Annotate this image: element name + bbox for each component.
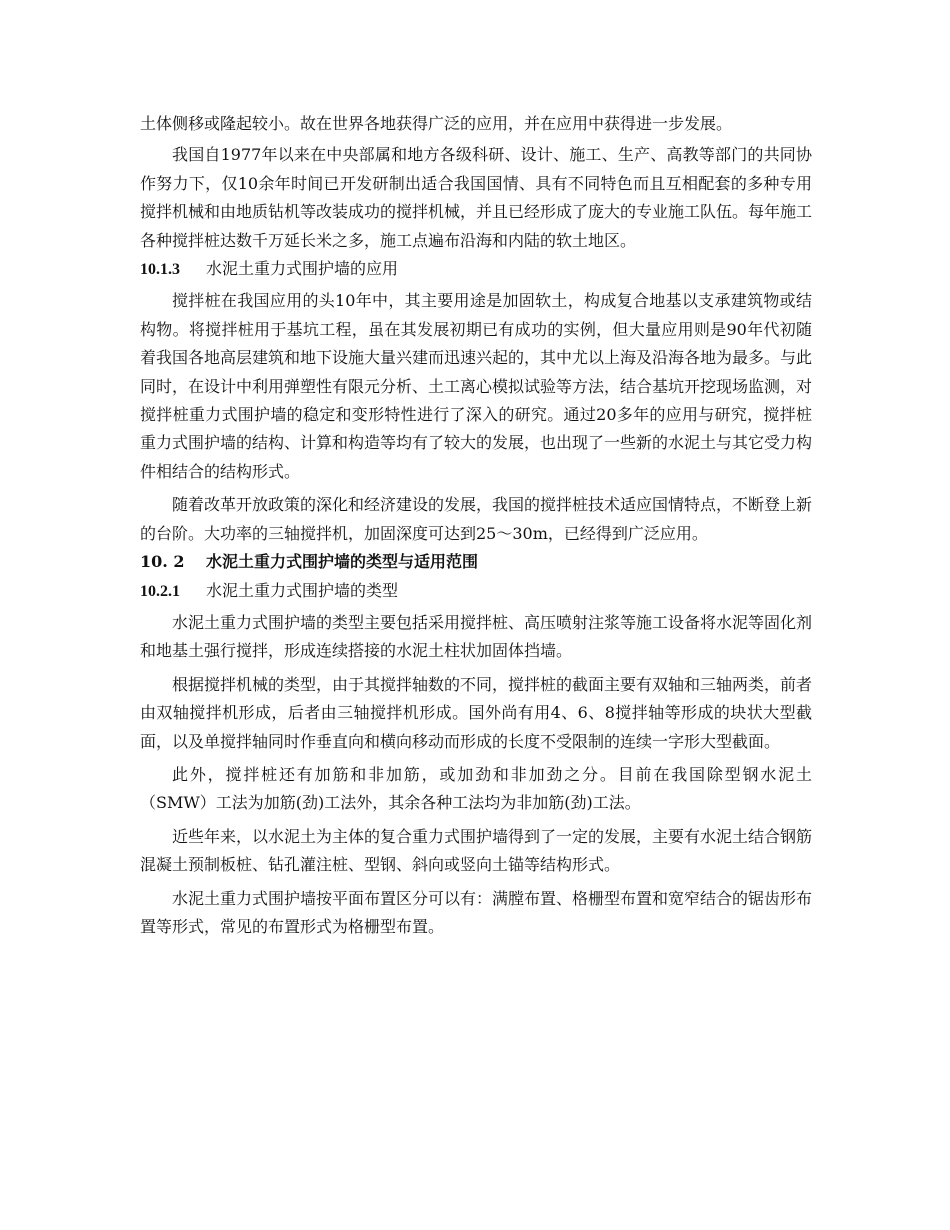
document-body [140, 110, 812, 941]
section-number: 10.2.1 [140, 582, 180, 600]
section-title: 水泥土重力式围护墙的类型 [206, 580, 399, 600]
paragraph-history: 我国自1977年以来在中央部属和地方各级科研、设计、施工、生产、高教等部门的共同协作努力下，仅10余年时间已开发研制出适合我国国情、具有不同特色而且互相配套的多种专用搅拌机械和由地质钻机等改装成功的搅拌机械，并且已经形成了庞大的专业施工队伍。每年施工各种搅拌桩达数千万延长米之多，施工点遍布沿海和内陆的软土地区。 [140, 145, 813, 250]
section-heading-10-2-1 [140, 577, 812, 606]
paragraph-reinforcement: 此外，搅拌桩还有加筋和非加筋，或加劲和非加劲之分。目前在我国除型钢水泥土（SMW）工法为加筋(劲)工法外，其余各种工法均为非加筋(劲)工法。 [140, 764, 812, 813]
section-title: 水泥土重力式围护墙的应用 [206, 259, 399, 279]
paragraph-continuation: 土体侧移或隆起较小。故在世界各地获得广泛的应用，并在应用中获得进一步发展。 [140, 114, 733, 133]
paragraph-application: 搅拌桩在我国应用的头10年中，其主要用途是加固软土，构成复合地基以支承建筑物或结构物。将搅拌桩用于基坑工程，虽在其发展初期已有成功的实例，但大量应用则是90年代初随着我国各地高层建筑和地下设施大量兴建而迅速兴起的，其中尤以上海及沿海各地为最多。与此同时，在设计中利用弹塑性有限元分析、土工离心模拟试验等方法，结合基坑开挖现场监测，对搅拌桩重力式围护墙的稳定和变形特性进行了深入的研究。通过20多年的应用与研究，搅拌桩重力式围护墙的结构、计算和构造等均有了较大的发展，也出现了一些新的水泥土与其它受力构件相结合的结构形式。 [140, 291, 813, 481]
section-heading-10-2 [140, 548, 812, 576]
paragraph-types: 水泥土重力式围护墙的类型主要包括采用搅拌桩、高压喷射注浆等施工设备将水泥等固化剂和地基土强行搅拌，形成连续搭接的水泥土柱状加固体挡墙。 [140, 612, 813, 661]
section-heading-10-1-3 [140, 255, 812, 284]
paragraph-composite: 近些年来，以水泥土为主体的复合重力式围护墙得到了一定的发展，主要有水泥土结合钢筋混凝土预制板桩、钻孔灌注桩、型钢、斜向或竖向土锚等结构形式。 [140, 826, 813, 875]
section-number: 10.1.3 [140, 261, 180, 279]
paragraph-development: 随着改革开放政策的深化和经济建设的发展，我国的搅拌桩技术适应国情特点，不断登上新的台阶。大功率的三轴搅拌机，加固深度可达到25～30m，已经得到广泛应用。 [140, 495, 813, 543]
section-number: 10. 2 [140, 552, 185, 572]
paragraph-layout: 水泥土重力式围护墙按平面布置区分可以有：满膛布置、格栅型布置和宽窄结合的锯齿形布置等形式，常见的布置形式为格栅型布置。 [140, 888, 813, 936]
section-title: 水泥土重力式围护墙的类型与适用范围 [206, 552, 479, 572]
paragraph-mixer-types: 根据搅拌机械的类型，由于其搅拌轴数的不同，搅拌桩的截面主要有双轴和三轴两类，前者由双轴搅拌机形成，后者由三轴搅拌机形成。国外尚有用4、6、8搅拌轴等形成的块状大型截面，以及单搅拌轴同时作垂直向和横向移动而形成的长度不受限制的连续一字形大型截面。 [140, 674, 813, 751]
